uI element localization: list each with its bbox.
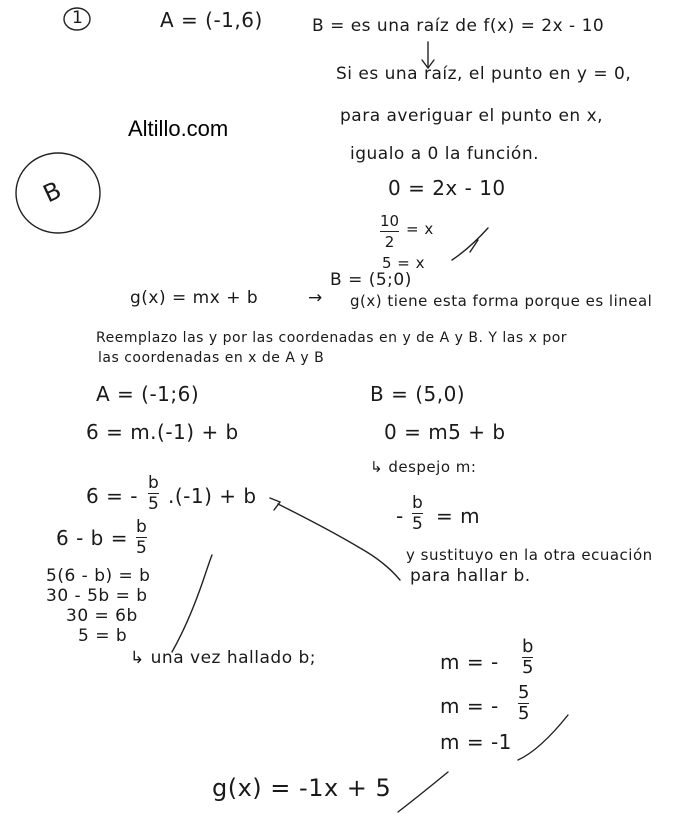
step2-prefix: 6 - b = [56,526,128,550]
m-fraction-numerator: b [412,493,423,513]
step2-fraction [136,518,147,557]
explanation-line-2: para averiguar el punto en x, [340,106,604,126]
step1-suffix: .(-1) + b [168,484,257,508]
m1-fraction [522,638,533,677]
point-a-def: A = (-1,6) [160,8,263,32]
step4: 30 - 5b = b [46,586,148,606]
check-mark-1 [452,228,488,260]
m-minus-sign: - [396,504,404,528]
explanation-line-3: igualo a 0 la función. [350,144,540,164]
m-fraction [412,494,423,533]
fraction-equals-x: = x [406,220,434,238]
fraction-numerator: 10 [380,212,400,230]
point-b-def: B = es una raíz de f(x) = 2x - 10 [312,16,605,36]
substitute-line-2: para hallar b. [410,566,531,586]
m1-denominator: 5 [522,657,534,678]
m2-denominator: 5 [518,703,530,724]
step2-denominator: 5 [136,538,147,558]
point-b-again: B = (5,0) [370,382,466,406]
m-result: m = -1 [440,730,512,754]
linear-form: g(x) = mx + b [130,288,259,308]
isolate-m-note: ↳ despejo m: [370,458,477,476]
step5: 30 = 6b [66,606,138,626]
step1-denominator: 5 [148,494,159,514]
once-found-b: ↳ una vez hallado b; [130,648,317,668]
replace-line-2: las coordenadas en x de A y B [98,350,325,366]
step1-fraction [148,474,159,513]
point-b-result: B = (5;0) [330,270,412,290]
final-function: g(x) = -1x + 5 [212,774,392,802]
point-a-again: A = (-1;6) [96,382,200,406]
form-arrow: → [308,288,323,308]
linear-reason: g(x) tiene esta forma porque es lineal [350,292,653,310]
problem-number: 1 [72,8,84,28]
fraction-ten-over-two [380,212,399,251]
equals-m: = m [436,504,481,528]
margin-mark: B [38,175,67,209]
replace-line-1: Reemplazo las y por las coordenadas en y de A y B. Y las x por [96,330,568,346]
substitute-line-1: y sustituyo en la otra ecuación [406,546,653,564]
pointer-line [278,504,400,580]
m1-numerator: b [522,636,534,657]
explanation-line-1: Si es una raíz, el punto en y = 0, [336,64,632,84]
substitution-a: 6 = m.(-1) + b [86,420,239,444]
check-mark-2 [172,555,212,652]
fraction-denominator: 2 [384,233,395,251]
step3: 5(6 - b) = b [46,566,151,586]
check-mark-4 [398,772,448,812]
m2-numerator: 5 [518,682,530,703]
m2-fraction [518,684,529,723]
step1-prefix: 6 = - [86,484,138,508]
equation-zero: 0 = 2x - 10 [388,176,506,200]
m-fraction-denominator: 5 [412,514,423,534]
m1-prefix: m = - [440,650,499,674]
step6: 5 = b [78,626,128,646]
step1-numerator: b [148,473,159,493]
watermark: Altillo.com [128,116,229,141]
m2-prefix: m = - [440,694,499,718]
pointer-head [270,498,280,510]
substitution-b: 0 = m5 + b [384,420,506,444]
x-equals-five: 5 = x [382,254,426,272]
step2-numerator: b [136,517,147,537]
